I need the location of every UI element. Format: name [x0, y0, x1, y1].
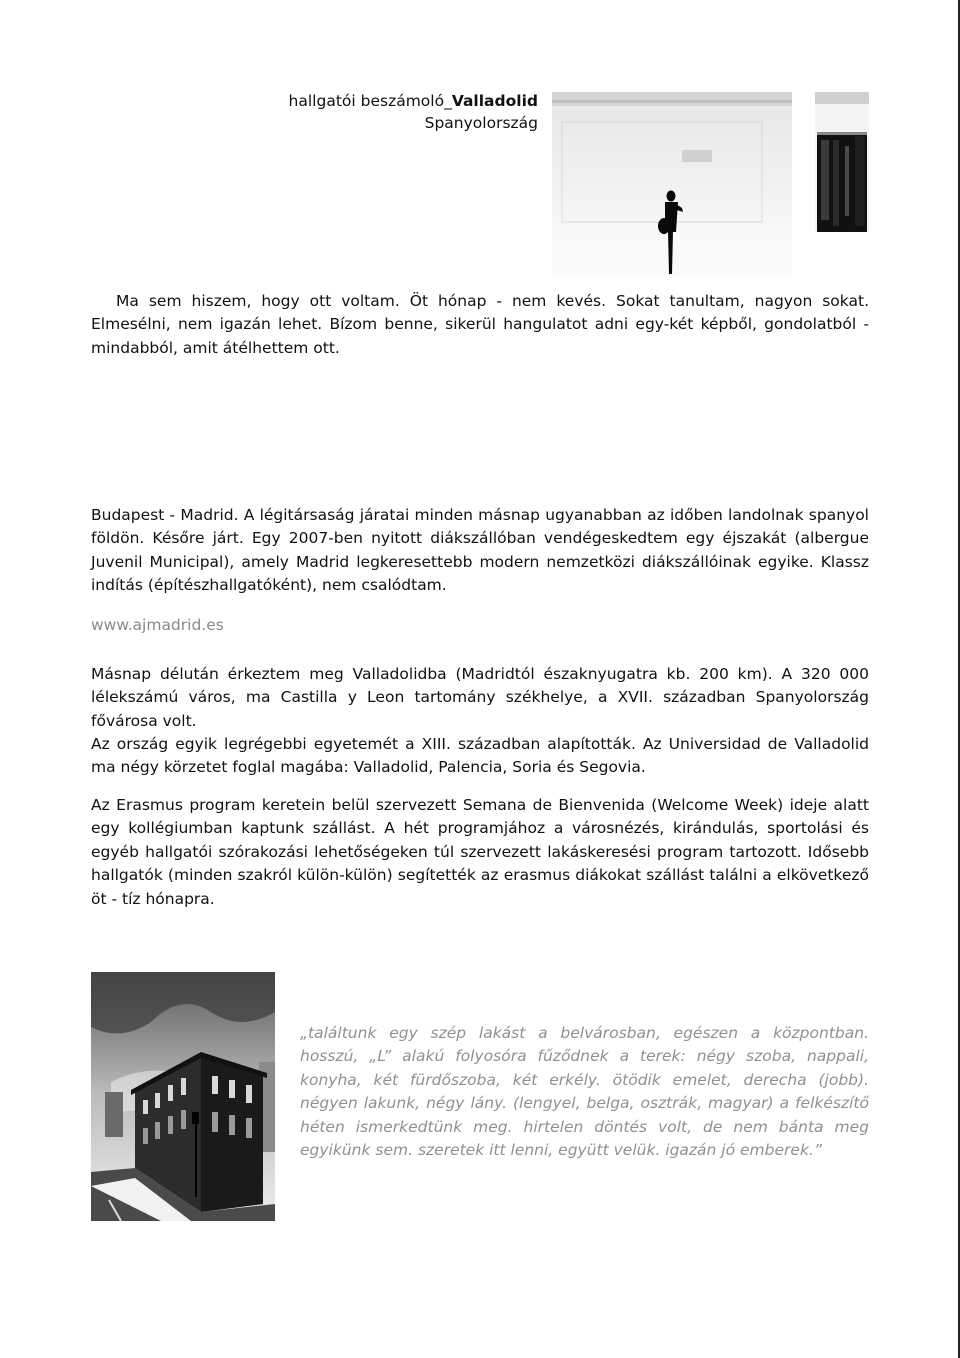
- header-title-prefix: hallgatói beszámoló_: [288, 92, 452, 110]
- apartment-quote: „találtunk egy szép lakást a belvárosban, egészen a központban. hosszú, „L” alakú folyosóra fűződnek a terek: négy szoba, nappali, konyha, két fürdőszoba, két erkély. ötödik emelet, derecha (jobb). négyen lakunk, négy lány. (lengyel, belga, osztrák, magyar) a felkészítő héten ismerkedtünk meg. hirtelen döntés volt, de nem bánta meg egyikünk sem. szeretek itt lenni, együtt velük. igazán jó emberek.”: [300, 1024, 869, 1160]
- university-paragraph: Az ország egyik legrégebbi egyetemét a XIII. században alapították. Az Universidad de Valladolid ma négy körzetet foglal magába: Valladolid, Palencia, Soria és Segovia.: [91, 735, 869, 777]
- document-header: [200, 90, 538, 134]
- intro-paragraph: Ma sem hiszem, hogy ott voltam. Öt hónap - nem kevés. Sokat tanultam, nagyon sokat. Elmesélni, nem igazán lehet. Bízom benne, sikerül hangulatot adni egy-két képből, gondolatból - mindabból, amit átélhettem ott.: [91, 292, 869, 357]
- photo-doorway: [815, 92, 869, 250]
- valladolid-paragraph: Másnap délután érkeztem meg Valladolidba (Madridtól északnyugatra kb. 200 km). A 320 000 lélekszámú város, ma Castilla y Leon tartomány székhelye, a XVII. században Spanyolország fővárosa volt.: [91, 665, 869, 730]
- header-title: [200, 90, 538, 112]
- header-country: Spanyolország: [424, 114, 538, 132]
- header-city: Valladolid: [451, 92, 538, 110]
- photo-silhouette-wall: [552, 92, 792, 277]
- ajmadrid-link[interactable]: www.ajmadrid.es: [91, 616, 224, 634]
- photo-street-corner: [91, 972, 275, 1221]
- madrid-paragraph: Budapest - Madrid. A légitársaság járatai minden másnap ugyanabban az időben landolnak spanyol földön. Későre járt. Egy 2007-ben nyitott diákszállóban vendégeskedtem egy éjszakát (albergue Juvenil Municipal), amely Madrid legkeresettebb modern nemzetközi diákszállóinak egyike. Klassz indítás (építészhallgatóként), nem csalódtam.: [91, 506, 869, 595]
- erasmus-paragraph: Az Erasmus program keretein belül szervezett Semana de Bienvenida (Welcome Week) ideje alatt egy kollégiumban kaptunk szállást. A hét programjához a városnézés, kirándulás, sportolási és egyéb hallgatói szórakozási lehetőségeken túl szervezett lakáskeresési program tartozott. Idősebb hallgatók (minden szakról külön-külön) segítették az erasmus diákokat szállást találni a elkövetkező öt - tíz hónapra.: [91, 796, 869, 908]
